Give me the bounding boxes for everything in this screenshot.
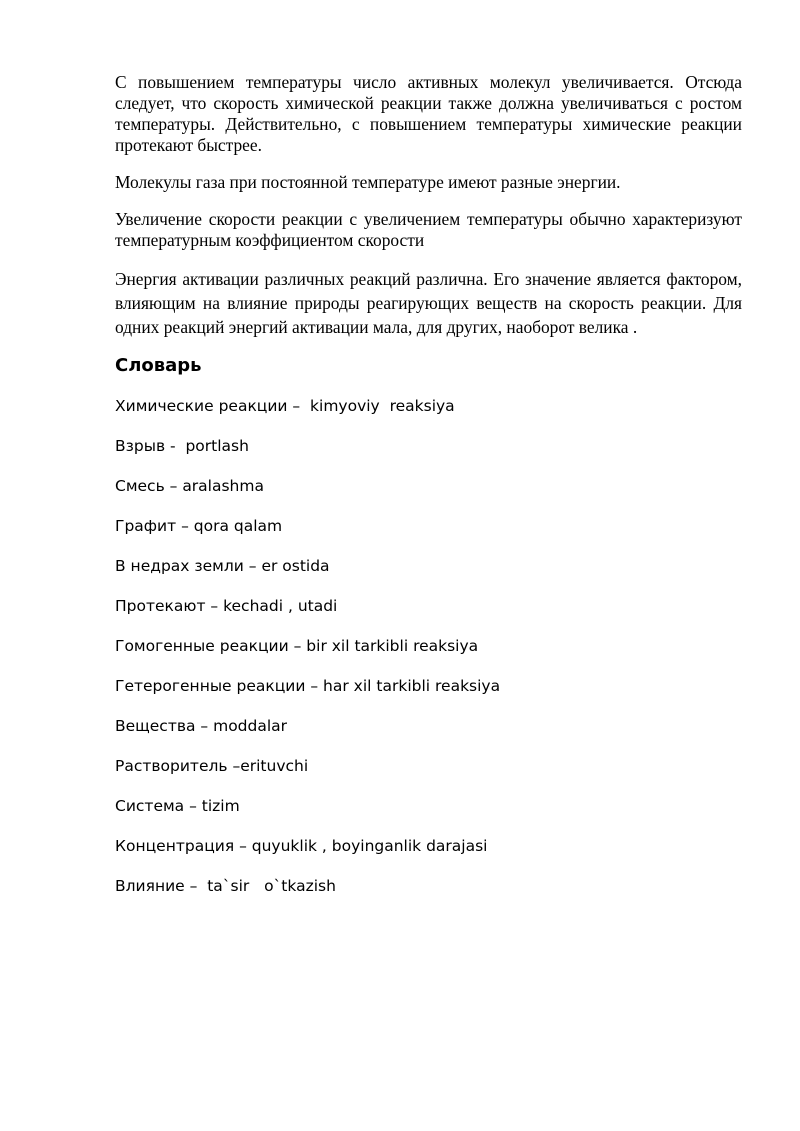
vocabulary-item: Вещества – moddalar [115, 717, 288, 735]
paragraph-gas-molecules: Молекулы газа при постоянной температуре имеют разные энергии. [115, 172, 621, 192]
vocabulary-item: Растворитель –erituvchi [115, 757, 309, 775]
vocabulary-item: Протекают – kechadi , utadi [115, 597, 338, 615]
vocabulary-item: Влияние – ta`sir o`tkazish [115, 877, 336, 895]
vocabulary-item: Химические реакции – kimyoviy reaksiya [115, 397, 455, 415]
vocabulary-item: Система – tizim [115, 797, 240, 815]
paragraph-temperature-coefficient: Увеличение скорости реакции с увеличением температуры обычно характеризуют температурным коэффициентом скорости [115, 209, 742, 250]
paragraph-activation-energy: Энергия активации различных реакций различна. Его значение является фактором, влияющим на влияние природы реагирующих веществ на скорость реакции. Для одних реакций энергий активации мала, для других, наоборот велика . [115, 269, 742, 337]
paragraph-temperature-effect: С повышением температуры число активных молекул увеличивается. Отсюда следует, что скорость химической реакции также должна увеличиваться с ростом температуры. Действительно, с повышением температуры химические реакции протекают быстрее. [115, 72, 742, 155]
vocabulary-item: Графит – qora qalam [115, 517, 283, 535]
vocabulary-item: Концентрация – quyuklik , boyinganlik darajasi [115, 837, 488, 855]
vocabulary-item: В недрах земли – er ostida [115, 557, 330, 575]
vocabulary-item: Взрыв - portlash [115, 437, 249, 455]
vocabulary-heading: Словарь [115, 355, 202, 376]
vocabulary-item: Гетерогенные реакции – har xil tarkibli reaksiya [115, 677, 501, 695]
vocabulary-list [115, 396, 742, 896]
vocabulary-item: Смесь – aralashma [115, 477, 264, 495]
document-page [115, 72, 742, 916]
vocabulary-item: Гомогенные реакции – bir xil tarkibli reaksiya [115, 637, 479, 655]
